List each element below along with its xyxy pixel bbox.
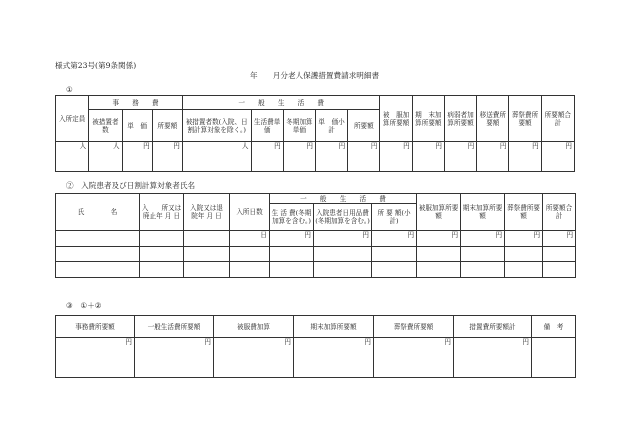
unit-cell: 人: [89, 142, 122, 172]
unit-cell: 円: [135, 338, 214, 378]
unit-cell: 日: [230, 231, 270, 247]
table-cell: [56, 262, 140, 278]
unit-cell: 円: [477, 142, 509, 172]
col-jimu-shoyogaku: 所要額: [152, 110, 182, 142]
col-sosaihi-2: 葬祭費所要額: [505, 194, 543, 231]
unit-cell: 円: [454, 338, 532, 378]
col-jimu-hisochisha: 被措置者数: [89, 110, 122, 142]
section3-table: [55, 315, 576, 378]
section2-table: [55, 193, 579, 278]
unit-cell: 円: [152, 142, 182, 172]
col-shoyogaku-gokei: 所要額合 計: [541, 96, 574, 142]
unit-cell: 人: [56, 142, 89, 172]
table-cell: [417, 247, 461, 262]
unit-cell: 円: [122, 142, 152, 172]
unit-cell: [56, 231, 140, 247]
table-cell: [314, 262, 372, 278]
col-seikatsuhi-2: 生 活 費(冬期加算を含む。): [270, 204, 314, 231]
col-shimei: 氏 名: [56, 194, 140, 231]
col-kimatsu-kasan-shoyogaku: 期末加算所要額: [294, 316, 374, 338]
unit-cell: 人: [182, 142, 251, 172]
table-cell: [270, 262, 314, 278]
col-ippan-hisochisha: 被措置者数(入院、日割計算対象を除く。): [182, 110, 251, 142]
table-cell: [372, 247, 417, 262]
table-cell: [461, 247, 505, 262]
unit-cell: 円: [380, 142, 412, 172]
table-cell: [140, 262, 184, 278]
col-sosaihi-shoyogaku: 葬祭費所要額: [374, 316, 454, 338]
unit-cell: 円: [412, 142, 444, 172]
unit-cell: 円: [348, 142, 380, 172]
unit-cell: 円: [270, 231, 314, 247]
unit-cell: 円: [214, 338, 294, 378]
col-kimatsu-kasan-2: 期末加算所要額: [461, 194, 505, 231]
col-shoyogaku-shokei-2: 所 要 額(小 計): [372, 204, 417, 231]
col-hifuku-kasan-2: 被服加算所要額: [417, 194, 461, 231]
section2-label: ② 入院患者及び日割計算対象者氏名: [66, 181, 196, 190]
col-nyusho-haishi-date: 入 所又は廃止年 月 日: [140, 194, 184, 231]
table-cell: [505, 262, 543, 278]
unit-cell: 円: [372, 231, 417, 247]
table-cell: [270, 247, 314, 262]
section1-label: ①: [66, 85, 73, 94]
col-byojakusha-kasan: 病弱者加 算所要額: [444, 96, 476, 142]
col-nyusho-nissu: 入所日数: [230, 194, 270, 231]
table-cell: [543, 247, 576, 262]
table-cell: [230, 262, 270, 278]
col-kimatsu-kasan: 期 末加 算所要額: [412, 96, 444, 142]
col-hifukuhi-kasan: 被服費加算: [214, 316, 294, 338]
col-ippan-seikatsuhi-shoyogaku: 一般生活費所要額: [135, 316, 214, 338]
col-seikatsuhi-tanka: 生活費単 価: [251, 110, 283, 142]
col-isohi: 移送費所要額: [477, 96, 509, 142]
group-ippan-seikatsuhi: 一 般 生 活 費: [182, 96, 380, 110]
unit-cell: 円: [444, 142, 476, 172]
col-nichiyohin-hi: 入院患者日用品費(冬期加算を含む。): [314, 204, 372, 231]
col-toki-kasan-tanka: 冬期加算単価: [283, 110, 315, 142]
unit-cell: [140, 231, 184, 247]
table-cell: [417, 262, 461, 278]
unit-cell: 円: [374, 338, 454, 378]
col-biko: 備 考: [532, 316, 576, 338]
table-cell: [230, 247, 270, 262]
unit-cell: 円: [417, 231, 461, 247]
unit-cell: 円: [543, 231, 576, 247]
group-jimuhi: 事 務 費: [89, 96, 183, 110]
unit-cell: 円: [56, 338, 135, 378]
table-cell: [140, 247, 184, 262]
group-ippan-seikatsuhi-2: 一 般 生 活 費: [270, 194, 417, 204]
unit-cell: 円: [251, 142, 283, 172]
col-hifuku-kasan: 被 服加 算所要額: [380, 96, 412, 142]
section1-table: [55, 95, 578, 172]
table-cell: [56, 247, 140, 262]
unit-cell: 円: [314, 231, 372, 247]
col-shoyogaku-gokei-2: 所要額合 計: [543, 194, 576, 231]
col-jimu-tanka: 単 価: [122, 110, 152, 142]
table-cell: [184, 262, 230, 278]
col-nyuin-taiin-date: 入院又は退 院年 月 日: [184, 194, 230, 231]
unit-cell: 円: [294, 338, 374, 378]
col-ippan-shoyogaku: 所要額: [348, 110, 380, 142]
col-jimuhi-shoyogaku: 事務費所要額: [56, 316, 135, 338]
table-cell: [461, 262, 505, 278]
col-sochihi-shoyogaku-kei: 措置費所要額計: [454, 316, 532, 338]
table-cell: [505, 247, 543, 262]
unit-cell: 円: [283, 142, 315, 172]
unit-cell: 円: [315, 142, 347, 172]
col-sosaihi: 葬祭費所要額: [509, 96, 541, 142]
form-id: 様式第23号(第9条関係): [55, 61, 137, 70]
table-cell: [372, 262, 417, 278]
unit-cell: 円: [461, 231, 505, 247]
unit-cell: 円: [509, 142, 541, 172]
table-cell: [184, 247, 230, 262]
unit-cell: [184, 231, 230, 247]
section3-label: ③ ①＋②: [66, 301, 102, 310]
col-tanka-shokei: 単 価小 計: [315, 110, 347, 142]
table-cell: [543, 262, 576, 278]
unit-cell: 円: [505, 231, 543, 247]
col-nyusho-teiin: 入所定員: [56, 96, 89, 142]
unit-cell: [532, 338, 576, 378]
page-title: 年 月分老人保護措置費請求明細書: [250, 71, 380, 80]
table-cell: [314, 247, 372, 262]
unit-cell: 円: [541, 142, 574, 172]
